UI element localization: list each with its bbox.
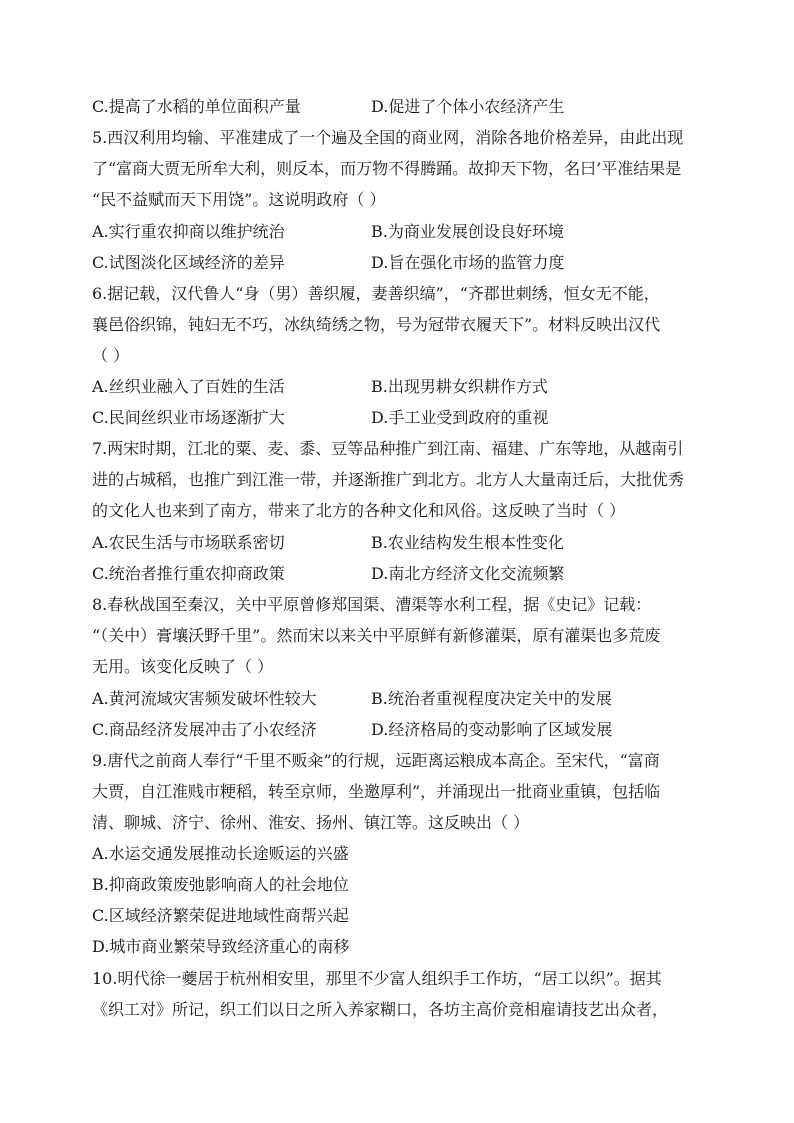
q6-option-c: C.民间丝织业市场逐渐扩大 bbox=[92, 408, 285, 427]
q6-option-d: D.手工业受到政府的重视 bbox=[371, 408, 549, 427]
q9-stem-line-3: 清、聊城、济宁、徐州、淮安、扬州、镇江等。这反映出（ ） bbox=[92, 813, 530, 832]
q8-option-d: D.经济格局的变动影响了区域发展 bbox=[371, 720, 613, 739]
q8-option-c: C.商品经济发展冲击了小农经济 bbox=[92, 720, 317, 739]
q6-stem-line-3: （ ） bbox=[92, 346, 130, 365]
q7-option-a: A.农民生活与市场联系密切 bbox=[92, 533, 285, 552]
q8-option-a: A.黄河流域灾害频发破坏性较大 bbox=[92, 689, 317, 708]
q6-option-a: A.丝织业融入了百姓的生活 bbox=[92, 377, 285, 396]
q7-stem-line-1: 7.两宋时期，江北的粟、麦、黍、豆等品种推广到江南、福建、广东等地，从越南引 bbox=[92, 439, 684, 458]
q5-option-c: C.试图淡化区域经济的差异 bbox=[92, 253, 285, 272]
q8-stem-line-3: 无用。该变化反映了（ ） bbox=[92, 657, 274, 676]
q4-option-d: D.促进了个体小农经济产生 bbox=[371, 97, 565, 116]
q7-option-d: D.南北方经济文化交流频繁 bbox=[371, 564, 565, 583]
q9-stem-line-1: 9.唐代之前商人奉行“千里不贩籴”的行规，远距离运粮成本高企。至宋代，“富商 bbox=[92, 751, 660, 770]
q7-stem-line-2: 进的占城稻，也推广到江淮一带，并逐渐推广到北方。北方人大量南迁后，大批优秀 bbox=[92, 470, 685, 489]
q10-stem-line-1: 10.明代徐一夔居于杭州相安里，那里不少富人组织手工作坊，“居工以织”。据其 bbox=[92, 969, 662, 988]
q8-stem-line-1: 8.春秋战国至秦汉，关中平原曾修郑国渠、漕渠等水利工程，据《史记》记载： bbox=[92, 595, 652, 614]
q9-option-b: B.抑商政策废弛影响商人的社会地位 bbox=[92, 875, 349, 894]
q9-stem-line-2: 大贾，自江淮贱市粳稻，转至京师，坐邀厚利”，并涌现出一批商业重镇，包括临 bbox=[92, 782, 661, 801]
q8-option-b: B.统治者重视程度决定关中的发展 bbox=[371, 689, 612, 708]
q7-stem-line-3: 的文化人也来到了南方，带来了北方的各种文化和风俗。这反映了当时（ ） bbox=[92, 501, 626, 520]
q10-stem-line-2: 《织工对》所记，织工们以日之所入养家糊口，各坊主高价竞相雇请技艺出众者， bbox=[92, 1000, 669, 1019]
q6-option-b: B.出现男耕女织耕作方式 bbox=[371, 377, 548, 396]
q9-option-c: C.区域经济繁荣促进地域性商帮兴起 bbox=[92, 906, 349, 925]
q4-option-c: C.提高了水稻的单位面积产量 bbox=[92, 97, 301, 116]
q5-option-d: D.旨在强化市场的监管力度 bbox=[371, 253, 565, 272]
q7-option-c: C.统治者推行重农抑商政策 bbox=[92, 564, 285, 583]
q5-stem-line-1: 5.西汉利用均输、平准建成了一个遍及全国的商业网，消除各地价格差异，由此出现 bbox=[92, 128, 684, 147]
q6-stem-line-2: 襄邑俗织锦，钝妇无不巧，冰纨绮绣之物，号为冠带衣履天下”。材料反映出汉代 bbox=[92, 315, 661, 334]
q5-option-a: A.实行重农抑商以维护统治 bbox=[92, 222, 285, 241]
q9-option-a: A.水运交通发展推动长途贩运的兴盛 bbox=[92, 844, 349, 863]
q6-stem-line-1: 6.据记载，汉代鲁人“身（男）善织履，妻善织缟”，“齐郡世刺绣，恒女无不能， bbox=[92, 284, 660, 303]
q5-stem-line-2: 了“富商大贾无所牟大利，则反本，而万物不得腾踊。故抑天下物，名曰’平准结果是 bbox=[92, 159, 682, 178]
q5-stem-line-3: “民不益赋而天下用饶”。这说明政府（ ） bbox=[92, 190, 386, 209]
q9-option-d: D.城市商业繁荣导致经济重心的南移 bbox=[92, 937, 350, 956]
q8-stem-line-2: “（关中）膏壤沃野千里”。然而宋以来关中平原鲜有新修灌渠，原有灌渠也多荒废 bbox=[92, 626, 661, 645]
q5-option-b: B.为商业发展创设良好环境 bbox=[371, 222, 564, 241]
q7-option-b: B.农业结构发生根本性变化 bbox=[371, 533, 564, 552]
